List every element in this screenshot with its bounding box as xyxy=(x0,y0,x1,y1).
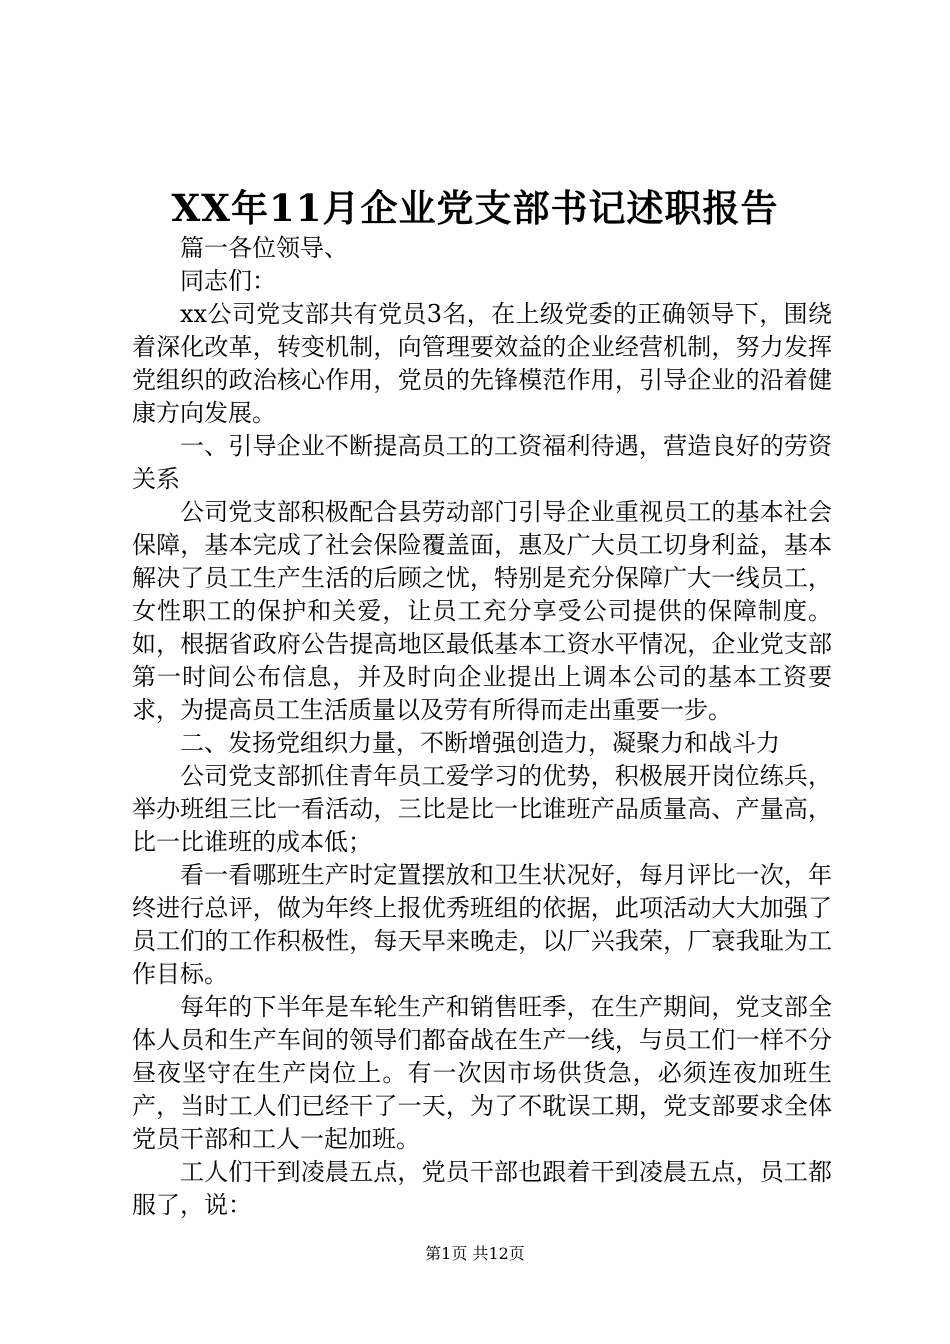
section-heading-1: 一、引导企业不断提高员工的工资福利待遇，营造良好的劳资关系 xyxy=(132,432,832,493)
paragraph-section-2d: 工人们干到凌晨五点，党员干部也跟着干到凌晨五点，员工都服了，说： xyxy=(132,1158,832,1219)
paragraph-section-2c: 每年的下半年是车轮生产和销售旺季，在生产期间，党支部全体人员和生产车间的领导们都奋战在生产一线，与员工们一样不分昼夜坚守在生产岗位上。有一次因市场供货急，必须连夜加班生产，当时工人们已经干了一天，为了不耽误工期，党支部要求全体党员干部和工人一起加班。 xyxy=(132,993,832,1153)
paragraph-salutation-1: 篇一各位领导、 xyxy=(180,234,348,262)
document-title: XX年11月企业党支部书记述职报告 xyxy=(171,186,779,230)
paragraph-section-1: 公司党支部积极配合县劳动部门引导企业重视员工的基本社会保障，基本完成了社会保险覆盖面，惠及广大员工切身利益，基本解决了员工生产生活的后顾之忧，特别是充分保障广大一线员工，女性职工的保护和关爱，让员工充分享受公司提供的保障制度。如，根据省政府公告提高地区最低基本工资水平情况，企业党支部第一时间公布信息，并及时向企业提出上调本公司的基本工资要求，为提高员工生活质量以及劳有所得而走出重要一步。 xyxy=(132,498,832,724)
page-footer: 第1页 共12页 xyxy=(425,1244,525,1263)
document-body xyxy=(132,232,832,1222)
section-heading-2: 二、发扬党组织力量，不断增强创造力，凝聚力和战斗力 xyxy=(180,729,780,757)
paragraph-section-2a: 公司党支部抓住青年员工爱学习的优势，积极展开岗位练兵，举办班组三比一看活动，三比是比一比谁班产品质量高、产量高，比一比谁班的成本低； xyxy=(132,762,832,856)
paragraph-intro: xx公司党支部共有党员3名，在上级党委的正确领导下，围绕着深化改革，转变机制，向管理要效益的企业经营机制，努力发挥党组织的政治核心作用，党员的先锋模范作用，引导企业的沿着健康方向发展。 xyxy=(132,300,832,427)
paragraph-salutation-2: 同志们： xyxy=(180,267,276,295)
paragraph-section-2b: 看一看哪班生产时定置摆放和卫生状况好，每月评比一次，年终进行总评，做为年终上报优秀班组的依据，此项活动大大加强了员工们的工作积极性，每天早来晚走，以厂兴我荣，厂衰我耻为工作目标。 xyxy=(132,861,832,988)
